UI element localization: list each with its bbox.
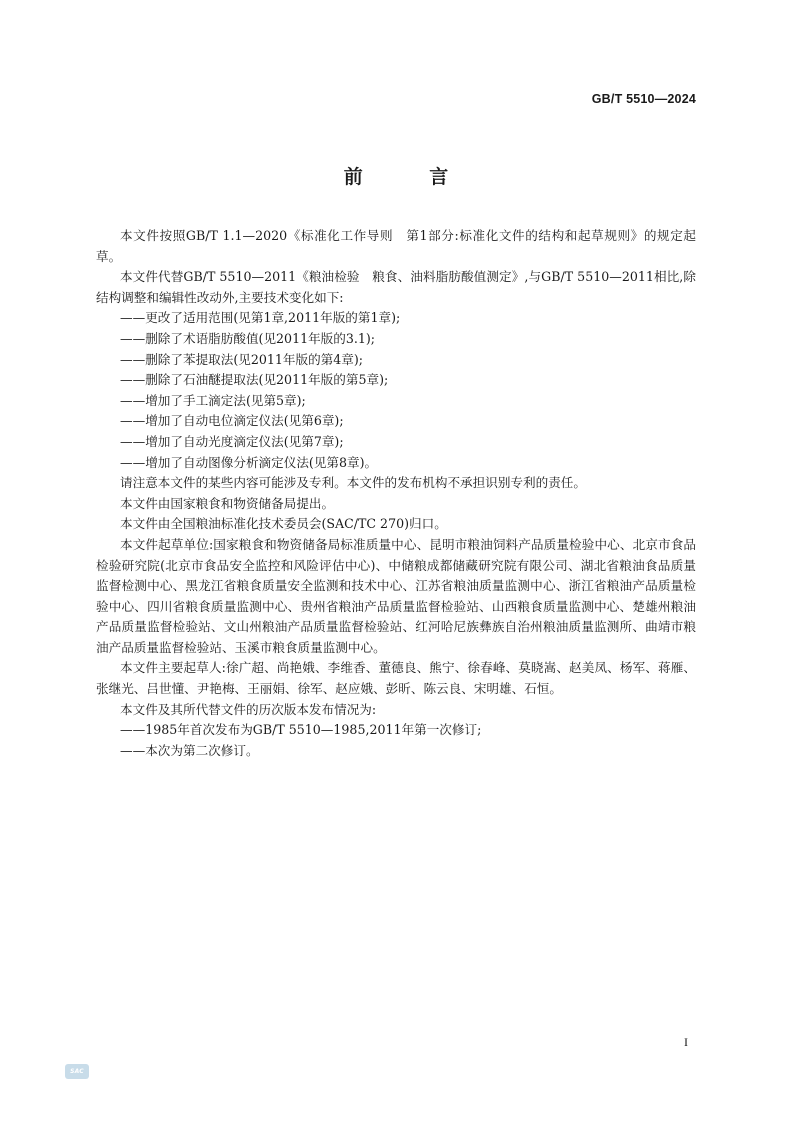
sac-logo-icon: SAC xyxy=(65,1064,89,1079)
document-body xyxy=(96,226,696,761)
list-item: ——删除了苯提取法(见2011年版的第4章); xyxy=(120,351,364,367)
paragraph: 本文件按照GB/T 1.1—2020《标准化工作导则 第1部分:标准化文件的结构和起草规则》的规定起草。 xyxy=(96,228,696,264)
list-item: ——本次为第二次修订。 xyxy=(120,742,259,758)
paragraph: 本文件由全国粮油标准化技术委员会(SAC/TC 270)归口。 xyxy=(120,516,447,532)
standard-number: GB/T 5510—2024 xyxy=(591,92,696,106)
page-number: I xyxy=(684,1035,688,1049)
paragraph: 本文件主要起草人:徐广超、尚艳娥、李维香、董德良、熊宁、徐春峰、莫晓嵩、赵美凤、杨军、蒋雁、张继光、吕世懂、尹艳梅、王丽娟、徐军、赵应娥、彭昕、陈云良、宋明雄、石恒。 xyxy=(96,660,696,697)
page-title: 前 言 xyxy=(343,166,479,188)
list-item: ——增加了自动光度滴定仪法(见第7章); xyxy=(120,433,344,449)
list-item: ——增加了自动图像分析滴定仪法(见第8章)。 xyxy=(120,454,378,470)
list-item: ——删除了石油醚提取法(见2011年版的第5章); xyxy=(120,372,389,388)
paragraph: 本文件起草单位:国家粮食和物资储备局标准质量中心、昆明市粮油饲料产品质量检验中心、北京市食品检验研究院(北京市食品安全监控和风险评估中心)、中储粮成都储藏研究院有限公司、湖北省粮油食品质量监督检测中心、黑龙江省粮食质量安全监测和技术中心、江苏省粮油质量监测中心、浙江省粮油产品质量检验中心、四川省粮食质量监测中心、贵州省粮油产品质量监督检验站、山西粮食质量监测中心、楚雄州粮油产品质量监督检验站、文山州粮油产品质量监督检验站、红河哈尼族彝族自治州粮油质量监测所、曲靖市粮油产品质量监督检验站、玉溪市粮食质量监测中心。 xyxy=(96,536,696,655)
paragraph: 本文件及其所代替文件的历次版本发布情况为: xyxy=(120,701,377,717)
list-item: ——增加了自动电位滴定仪法(见第6章); xyxy=(120,413,344,429)
paragraph: 本文件代替GB/T 5510—2011《粮油检验 粮食、油料脂肪酸值测定》,与GB/T 5510—2011相比,除结构调整和编辑性改动外,主要技术变化如下: xyxy=(96,269,696,305)
list-item: ——更改了适用范围(见第1章,2011年版的第1章); xyxy=(120,310,401,326)
paragraph: 请注意本文件的某些内容可能涉及专利。本文件的发布机构不承担识别专利的责任。 xyxy=(120,475,586,491)
list-item: ——删除了术语脂肪酸值(见2011年版的3.1); xyxy=(120,330,376,346)
list-item: ——增加了手工滴定法(见第5章); xyxy=(120,392,306,408)
paragraph: 本文件由国家粮食和物资储备局提出。 xyxy=(120,495,335,511)
list-item: ——1985年首次发布为GB/T 5510—1985,2011年第一次修订; xyxy=(120,722,482,738)
